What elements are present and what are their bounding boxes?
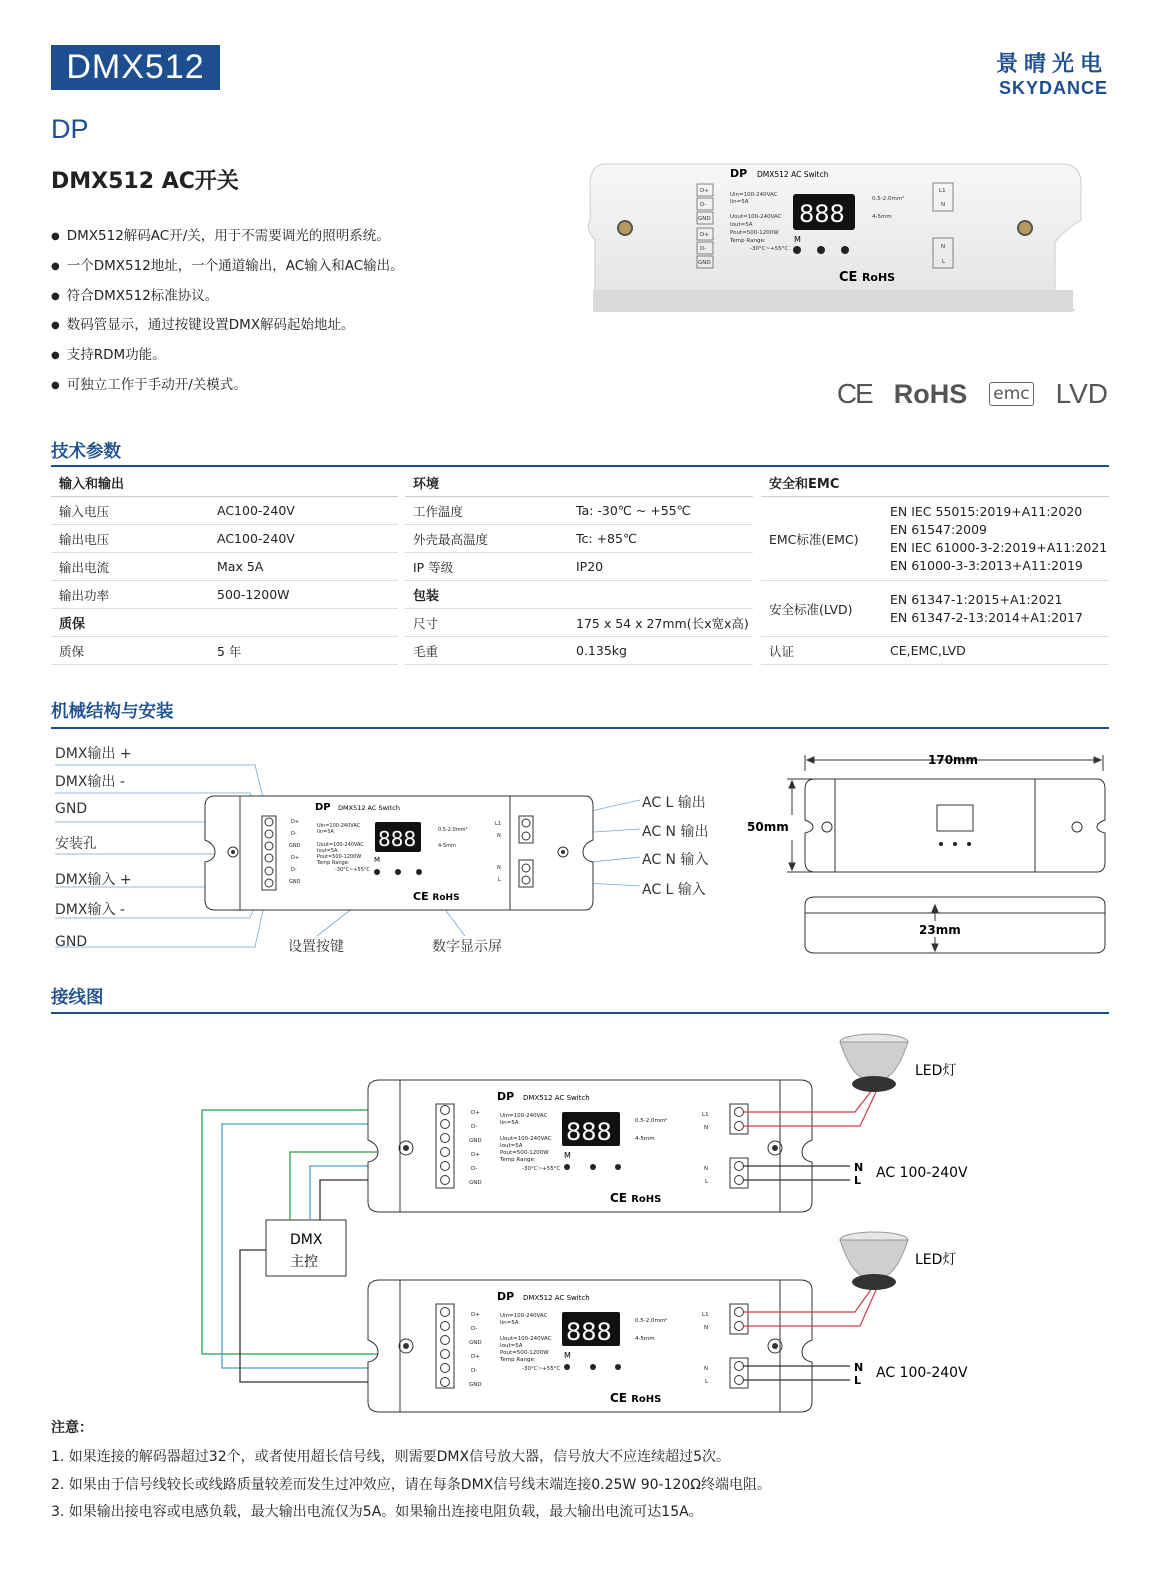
u1-term-1: D+: [471, 1110, 480, 1116]
note-item: 2. 如果由于信号线较长或线路质量较差而发生过冲效应，请在每条DMX信号线末端连接0.25W 90-120Ω终端电阻。: [51, 1477, 772, 1493]
ac-label-2: AC 100-240V: [876, 1365, 968, 1381]
feature-item: ● 可独立工作于手动开/关模式。: [51, 375, 404, 405]
photo-spec-2: Iin=5A: [730, 199, 749, 205]
photo-in-l: L: [942, 259, 946, 265]
spec-value: AC100-240V: [217, 531, 295, 546]
photo-term-4: D+: [700, 232, 709, 238]
logo-en: SKYDANCE: [998, 78, 1108, 98]
model-name: DP: [51, 114, 89, 144]
u2-term-1: D+: [471, 1312, 480, 1318]
led-lamp-icon: [840, 1034, 908, 1092]
photo-strip-length: 4-5mm: [872, 214, 892, 220]
photo-btn-m: M: [794, 235, 801, 244]
u2-spec-6: Temp Range:: [500, 1357, 536, 1363]
product-title: DMX512 AC开关: [51, 169, 239, 194]
u2-term-3: GND: [469, 1340, 482, 1346]
note-item: 3. 如果输出接电容或电感负载，最大输出电流仅为5A。如果输出连接电阻负载，最大输出电流可达15A。: [51, 1504, 703, 1520]
u2-rohs: RoHS: [631, 1394, 662, 1405]
u1-term-4: D+: [471, 1152, 480, 1158]
u1-spec-1: Uin=100-240VAC: [500, 1113, 548, 1119]
label-dmx-in-plus: DMX输入 +: [55, 872, 132, 888]
u2-spec-2: Iin=5A: [500, 1320, 519, 1326]
ac-n-2: N: [854, 1361, 864, 1374]
photo-spec-1: Uin=100-240VAC: [730, 192, 778, 198]
led-label-1: LED灯: [915, 1063, 957, 1079]
u1-spec-7: -30°C~+55°C: [522, 1166, 561, 1172]
u2-ce-rohs: CE RoHS: [610, 1391, 662, 1405]
spec-label: 毛重: [413, 643, 439, 659]
spec-header: 输入和输出: [59, 476, 125, 492]
spec-label: EMC标准(EMC): [769, 531, 859, 547]
photo-spec-5: Pout=500-1200W: [730, 230, 779, 236]
u2-term-4: D+: [471, 1354, 480, 1360]
mech-display: 888: [378, 827, 417, 851]
spec-value: 175 x 54 x 27mm(长x宽x高): [576, 615, 749, 631]
spec-value: Max 5A: [217, 559, 264, 574]
u2-in-n: N: [704, 1366, 709, 1372]
label-ac-n-in: AC N 输入: [642, 852, 709, 868]
spec-header: 包装: [413, 589, 440, 604]
u1-wire-size: 0.5-2.0mm²: [635, 1118, 668, 1124]
u2-spec-5: Pout=500-1200W: [500, 1350, 549, 1356]
photo-term-3: GND: [698, 216, 711, 222]
logo-cn: 景晴光电: [995, 52, 1108, 77]
photo-ce-rohs: CE RoHS: [839, 270, 896, 285]
label-set-buttons: 设置按键: [288, 939, 344, 955]
cert-logos: [837, 378, 1108, 410]
u1-brand: DP: [497, 1090, 515, 1103]
label-dmx-out-plus: DMX输出 +: [55, 746, 132, 762]
section-title-mech: 机械结构与安装: [51, 702, 174, 722]
product-photo: [585, 150, 1085, 322]
label-dmx-out-minus: DMX输出 -: [55, 774, 125, 790]
photo-in-n: N: [941, 244, 946, 250]
feature-item: ● DMX512解码AC开/关，用于不需要调光的照明系统。: [51, 226, 404, 256]
u2-out-n: N: [704, 1325, 709, 1331]
ce-mark: CE: [836, 378, 872, 409]
mech-wire-size: 0.5-2.0mm²: [438, 827, 468, 833]
spec-header: 环境: [413, 476, 440, 492]
mech-spec-4: Iout=5A: [317, 848, 338, 854]
u2-spec-3: Uout=100-240VAC: [500, 1336, 552, 1342]
mech-ce-rohs: CE RoHS: [413, 890, 460, 903]
mech-in-n: N: [497, 865, 501, 871]
feature-list: [51, 226, 404, 405]
spec-value: IP20: [576, 559, 604, 574]
mech-brand: DP: [315, 802, 331, 813]
photo-term-1: D+: [700, 188, 709, 194]
mech-spec-3: Uout=100-240VAC: [317, 842, 364, 848]
dimension-drawing: [745, 745, 1110, 960]
u1-term-2: D-: [471, 1124, 478, 1130]
u1-ce-rohs: CE RoHS: [610, 1191, 662, 1205]
spec-header: 安全和EMC: [769, 476, 840, 492]
photo-spec-3: Uout=100-240VAC: [730, 214, 782, 220]
u1-spec-2: Iin=5A: [500, 1120, 519, 1126]
spec-column-safety: [761, 468, 1109, 665]
ac-label-1: AC 100-240V: [876, 1165, 968, 1181]
spec-value: EN 61547:2009: [890, 521, 988, 537]
label-display: 数字显示屏: [432, 939, 502, 955]
photo-out-n: N: [941, 202, 946, 208]
ac-n-1: N: [854, 1161, 864, 1174]
mech-spec-7: -30°C~+55°C: [335, 867, 370, 873]
spec-value: 5 年: [217, 643, 242, 659]
u1-term-5: D-: [471, 1166, 478, 1172]
label-ac-l-out: AC L 输出: [642, 795, 706, 811]
photo-wire-size: 0.5-2.0mm²: [872, 196, 905, 202]
u1-out-n: N: [704, 1125, 709, 1131]
u2-spec-1: Uin=100-240VAC: [500, 1313, 548, 1319]
mech-btn-m: M: [374, 856, 381, 864]
emc-values: [890, 503, 1107, 575]
u2-wire-size: 0.5-2.0mm²: [635, 1318, 668, 1324]
note-item: 1. 如果连接的解码器超过32个，或者使用超长信号线，则需要DMX信号放大器，信号放大不应连续超过5次。: [51, 1449, 730, 1465]
dmx-ctrl-line2: 主控: [290, 1254, 318, 1270]
spec-value: 500-1200W: [217, 587, 290, 602]
mech-term-4: D+: [291, 855, 300, 861]
dim-width: 50mm: [747, 820, 789, 834]
spec-column-io: [51, 468, 398, 665]
rohs-mark: RoHS: [893, 378, 968, 409]
label-gnd-in: GND: [55, 934, 88, 950]
spec-value: CE,EMC,LVD: [890, 643, 966, 658]
u2-device-name: DMX512 AC Switch: [523, 1294, 590, 1302]
spec-label: 输出电压: [59, 531, 110, 547]
u1-in-n: N: [704, 1166, 709, 1172]
lvd-mark: LVD: [1055, 378, 1108, 409]
spec-value: Tc: +85℃: [576, 531, 637, 546]
u1-term-6: GND: [469, 1180, 482, 1186]
dmx-ctrl-line1: DMX: [290, 1232, 323, 1248]
wiring-unit-2: [368, 1280, 812, 1412]
u2-strip-length: 4-5mm: [635, 1336, 655, 1342]
u1-rohs: RoHS: [631, 1194, 662, 1205]
mech-device-name: DMX512 AC Switch: [338, 804, 400, 812]
wiring-diagram: [190, 1030, 990, 1415]
u2-term-6: GND: [469, 1382, 482, 1388]
spec-label: 尺寸: [413, 615, 439, 631]
spec-value: EN 61000-3-3:2013+A11:2019: [890, 557, 1083, 573]
section-title-specs: 技术参数: [51, 442, 121, 462]
u2-in-l: L: [705, 1379, 709, 1385]
led-label-2: LED灯: [915, 1252, 957, 1268]
spec-header: 质保: [59, 617, 86, 632]
spec-label: IP 等级: [413, 559, 454, 575]
label-gnd-out: GND: [55, 801, 88, 817]
spec-label: 输出电流: [59, 559, 110, 575]
section-divider: [51, 727, 1109, 729]
u2-display: 888: [566, 1318, 612, 1346]
photo-brand: DP: [730, 167, 748, 180]
u2-spec-4: Iout=5A: [500, 1343, 523, 1349]
feature-item: ● 一个DMX512地址，一个通道输出，AC输入和AC输出。: [51, 256, 404, 286]
spec-label: 质保: [59, 643, 85, 659]
u2-term-5: D-: [471, 1368, 478, 1374]
u2-spec-7: -30°C~+55°C: [522, 1366, 561, 1372]
photo-term-5: D-: [700, 246, 707, 252]
mech-spec-6: Temp Range:: [317, 860, 350, 866]
ac-l-2: L: [854, 1374, 862, 1387]
photo-display: 888: [799, 200, 845, 228]
spec-label: 认证: [769, 643, 795, 659]
spec-label: 输入电压: [59, 503, 110, 519]
u1-out-l: L1: [702, 1112, 709, 1118]
u1-btn-m: M: [564, 1151, 571, 1160]
mech-spec-2: Iin=5A: [317, 829, 334, 835]
u1-spec-3: Uout=100-240VAC: [500, 1136, 552, 1142]
spec-label: 输出功率: [59, 587, 110, 603]
u2-out-l: L1: [702, 1312, 709, 1318]
lvd-values: [890, 591, 1083, 627]
feature-item: ● 符合DMX512标准协议。: [51, 286, 404, 316]
mech-term-1: D+: [291, 819, 300, 825]
u2-term-2: D-: [471, 1326, 478, 1332]
spec-label: 外壳最高温度: [413, 531, 489, 547]
u1-spec-4: Iout=5A: [500, 1143, 523, 1149]
spec-label: 安全标准(LVD): [769, 601, 853, 617]
mech-strip-length: 4-5mm: [438, 843, 456, 849]
brand-logo: [996, 47, 1108, 99]
spec-value: EN 61347-2-13:2014+A1:2017: [890, 609, 1083, 625]
u1-spec-6: Temp Range:: [500, 1157, 536, 1163]
ac-l-1: L: [854, 1174, 862, 1187]
spec-value: Ta: -30℃ ~ +55℃: [576, 503, 691, 518]
mech-out-l: L1: [495, 821, 501, 827]
spec-value: AC100-240V: [217, 503, 295, 518]
u1-spec-5: Pout=500-1200W: [500, 1150, 549, 1156]
u1-term-3: GND: [469, 1138, 482, 1144]
label-ac-n-out: AC N 输出: [642, 824, 709, 840]
u1-device-name: DMX512 AC Switch: [523, 1094, 590, 1102]
mech-term-2: D-: [291, 831, 297, 837]
emc-mark: emc: [989, 382, 1033, 406]
dim-height: 23mm: [919, 923, 961, 937]
mech-term-3: GND: [289, 843, 301, 849]
spec-value: EN IEC 61000-3-2:2019+A11:2021: [890, 539, 1108, 555]
u1-display: 888: [566, 1118, 612, 1146]
label-dmx-in-minus: DMX输入 -: [55, 902, 125, 918]
mech-term-5: D-: [291, 867, 297, 873]
series-badge: DMX512: [51, 45, 220, 90]
spec-value: EN 61347-1:2015+A1:2021: [890, 591, 1063, 607]
spec-value: 0.135kg: [576, 643, 627, 658]
u2-btn-m: M: [564, 1351, 571, 1360]
label-ac-l-in: AC L 输入: [642, 882, 706, 898]
section-divider: [51, 1012, 1109, 1014]
mechanical-drawing: [55, 740, 745, 955]
spec-value: EN IEC 55015:2019+A11:2020: [890, 503, 1083, 519]
photo-rohs: RoHS: [861, 271, 896, 284]
feature-item: ● 支持RDM功能。: [51, 345, 404, 375]
dim-length: 170mm: [928, 753, 979, 767]
mech-rohs: RoHS: [432, 893, 460, 903]
notes-title: 注意：: [51, 1420, 93, 1436]
feature-item: ● 数码管显示，通过按键设置DMX解码起始地址。: [51, 315, 404, 345]
wiring-unit-1: [368, 1080, 812, 1212]
photo-device-name: DMX512 AC Switch: [757, 170, 829, 179]
spec-label: 工作温度: [413, 503, 464, 519]
photo-spec-7: -30°C~+55°C: [750, 246, 789, 252]
mech-out-n: N: [497, 833, 501, 839]
photo-spec-4: Iout=5A: [730, 222, 753, 228]
mech-term-6: GND: [289, 879, 301, 885]
photo-term-6: GND: [698, 260, 711, 266]
photo-out-l: L1: [939, 188, 946, 194]
u2-brand: DP: [497, 1290, 515, 1303]
mech-spec-5: Pout=500-1200W: [317, 854, 362, 860]
mech-spec-1: Uin=100-240VAC: [317, 823, 361, 829]
u1-strip-length: 4-5mm: [635, 1136, 655, 1142]
photo-spec-6: Temp Range:: [730, 238, 766, 244]
photo-term-2: D-: [700, 202, 707, 208]
u1-in-l: L: [705, 1179, 709, 1185]
section-divider: [51, 465, 1109, 467]
mech-in-l: L: [498, 877, 501, 883]
led-lamp-icon: [840, 1232, 908, 1290]
section-title-wiring: 接线图: [51, 988, 104, 1008]
spec-column-env: [405, 468, 753, 665]
label-mount-hole: 安装孔: [55, 836, 97, 852]
